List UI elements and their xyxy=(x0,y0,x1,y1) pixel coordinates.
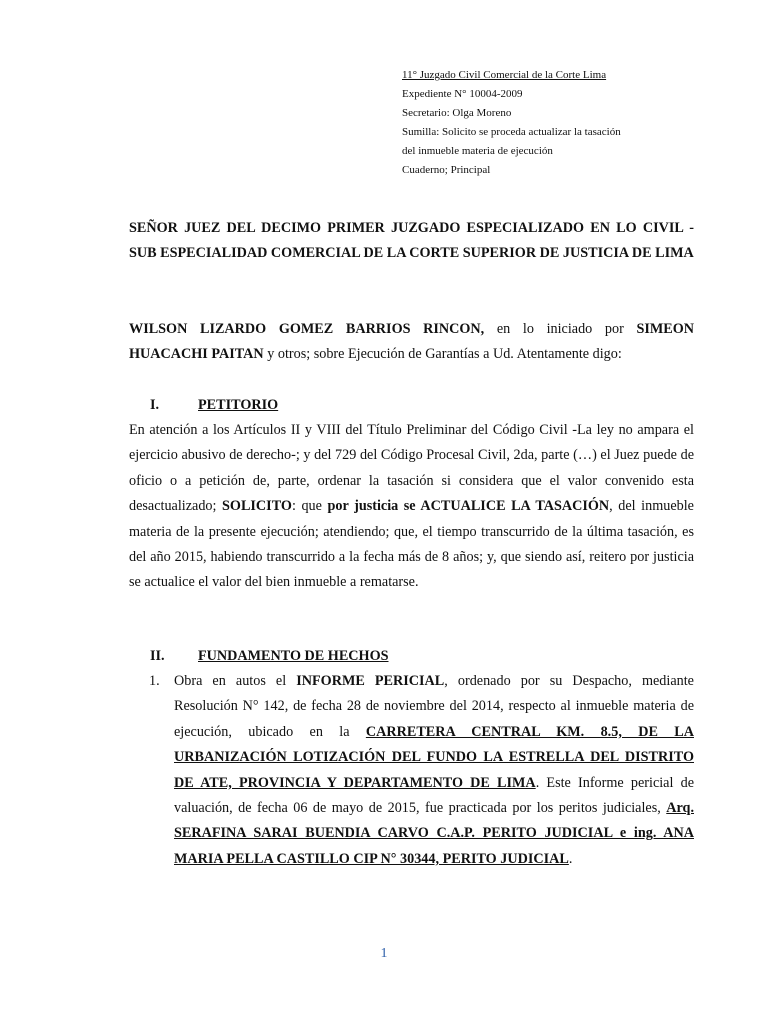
section-2-title: FUNDAMENTO DE HECHOS xyxy=(198,648,389,664)
addressee-text: SEÑOR JUEZ DEL DECIMO PRIMER JUZGADO ESPECIALIZADO EN LO CIVIL - SUB ESPECIALIDAD COMERCIAL DE LA CORTE SUPERIOR DE JUSTICIA DE LIMA xyxy=(129,220,694,262)
petitorio-text-3: , del inmueble materia de la presente ejecución; atendiendo; que, el tiempo transcurrido de la última tasación, es del año 2015, habiendo transcurrido a la fecha más de 8 años; y, que siendo así, reitero por justicia se actualice el valor del bien inmueble a rematarse. xyxy=(129,498,694,591)
intro-text-2: y otros; sobre Ejecución de Garantías a Ud. Atentamente digo: xyxy=(263,346,622,363)
petitorio-text-1: En atención a los Artículos II y VIII del Título Preliminar del Código Civil -La ley no ampara el ejercicio abusivo de derecho-; y del 729 del Código Procesal Civil, 2da, parte (…) el Juez puede de oficio o a petición de, parte, ordenar la tasación si considera que el valor convenido esta desactualizado; xyxy=(129,422,694,515)
page-number: 1 xyxy=(380,946,388,961)
experts-names: Arq. SERAFINA SARAI BUENDIA CARVO C.A.P. PERITO JUDICIAL e ing. ANA MARIA PELLA CASTILLO CIP N° 30344, PERITO JUDICIAL xyxy=(174,800,694,867)
court-name: 11° Juzgado Civil Comercial de la Corte Lima xyxy=(402,69,607,81)
informe-label: INFORME PERICIAL xyxy=(296,673,445,689)
item-text-2: , ordenado por su Despacho, mediante Resolución N° 142, de fecha 28 de noviembre del 2014, respecto al inmueble materia de ejecución, ubicado en la xyxy=(174,673,694,740)
item-text-1: Obra en autos el xyxy=(174,673,297,689)
intro-text-1: en lo iniciado por xyxy=(484,321,637,337)
list-item xyxy=(149,669,694,872)
summary-line-2: del inmueble materia de ejecución xyxy=(402,145,553,157)
item-text-3: . Este Informe pericial de valuación, de fecha 06 de mayo de 2015, fue practicada por los peritos judiciales, xyxy=(174,774,694,817)
intro-paragraph xyxy=(129,317,694,368)
request-text: por justicia se ACTUALICE LA TASACIÓN xyxy=(327,498,610,515)
section-1-number: I. xyxy=(150,397,160,413)
summary-line-1: Sumilla: Solicito se proceda actualizar la tasación xyxy=(402,126,621,138)
case-number: Expediente N° 10004-2009 xyxy=(402,88,523,100)
petitorio-paragraph xyxy=(129,418,694,596)
notebook: Cuaderno; Principal xyxy=(402,164,491,176)
addressee xyxy=(129,216,694,267)
property-address: CARRETERA CENTRAL KM. 8.5, DE LA URBANIZACIÓN LOTIZACIÓN DEL FUNDO LA ESTRELLA DEL DISTRITO DE ATE, PROVINCIA Y DEPARTAMENTO DE LIMA xyxy=(174,723,694,791)
list-item-number: 1. xyxy=(149,673,160,689)
petitorio-text-2: : que xyxy=(291,498,328,515)
section-2-number: II. xyxy=(150,648,165,664)
case-header xyxy=(402,66,742,180)
petitioner-name: WILSON LIZARDO GOMEZ BARRIOS RINCON, xyxy=(129,321,485,337)
defendant-name: SIMEON HUACACHI PAITAN xyxy=(129,321,694,363)
section-1-title: PETITORIO xyxy=(198,397,279,413)
secretary: Secretario: Olga Moreno xyxy=(402,107,512,119)
item-text-4: . xyxy=(568,850,573,867)
solicito-label: SOLICITO xyxy=(222,498,292,515)
